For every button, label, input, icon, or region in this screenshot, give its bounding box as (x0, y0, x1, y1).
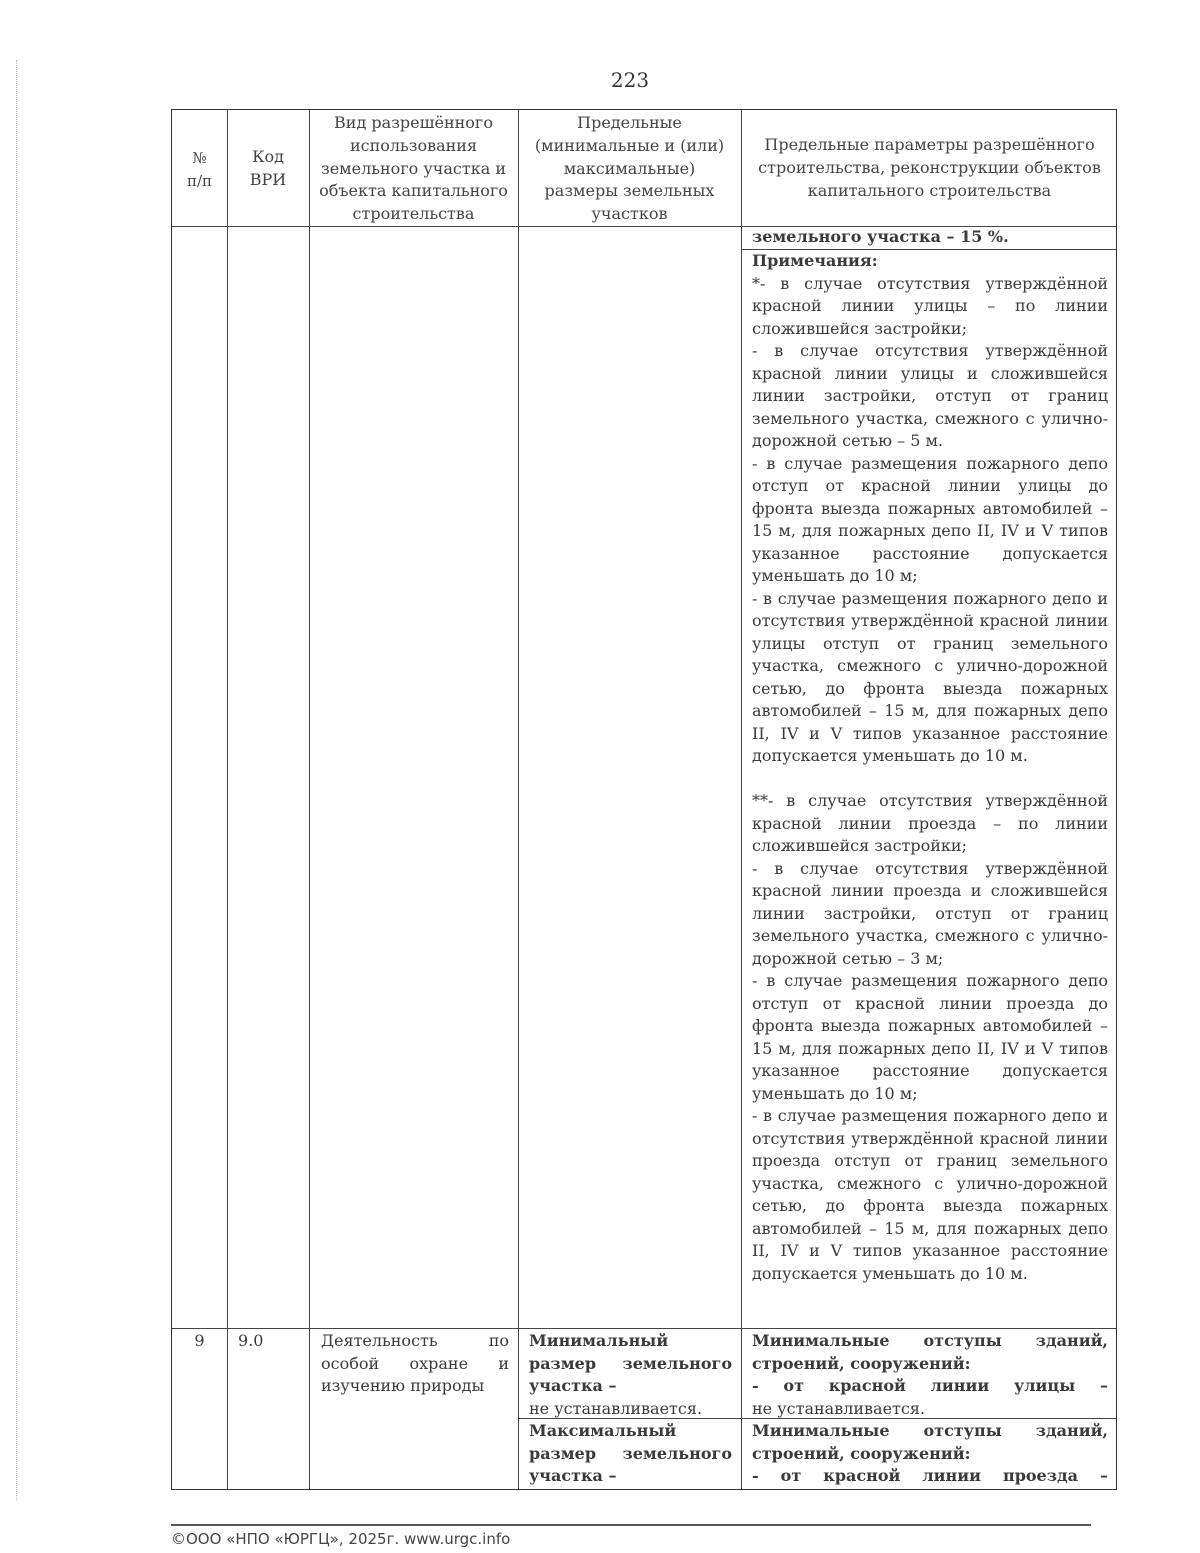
header-number: № п/п (186, 149, 213, 190)
setback-passage-cell (752, 1420, 1108, 1488)
col-divider (741, 110, 742, 1489)
footer-divider (171, 1524, 1091, 1526)
setback-title: Минимальные отступы зданий, строений, сооружений: (752, 1331, 1108, 1373)
header-plot-sizes: Предельные (минимальные и (или) максимальные) размеры земельных участков (534, 113, 725, 224)
footer-text: ©ООО «НПО «ЮРГЦ», 2025г. www.urgc.info (171, 1530, 511, 1548)
setback-street-cell (752, 1330, 1108, 1420)
row-divider (172, 1328, 1116, 1329)
setback-title: Минимальные отступы зданий, строений, сооружений: (752, 1421, 1108, 1463)
notes-block (752, 250, 1108, 1285)
note-item: - в случае отсутствия утверждённой красной линии улицы и сложившейся линии застройки, отступ от границ земельного участка, смежного с улично-дорожной сетью – 5 м. (752, 341, 1108, 450)
note-item: *- в случае отсутствия утверждённой красной линии улицы – по линии сложившейся застройки; (752, 273, 1108, 338)
setback-passage-line: - от красной линии проезда – (752, 1466, 1108, 1485)
header-build-params: Предельные параметры разрешённого строительства, реконструкции объектов капитального строительства (758, 135, 1101, 200)
scan-edge (16, 60, 17, 1500)
min-size-value: не устанавливается. (529, 1398, 703, 1418)
parameters-table (171, 109, 1117, 1490)
note-item: - в случае размещения пожарного депо и отсутствия утверждённой красной линии проезда отступ от границ земельного участка, смежного с улично-дорожной сетью, до фронта выезда пожарных автомобилей – 15 м, для пожарных депо II, IV и V типов указанное расстояние допускается уменьшать до 10 м. (752, 1106, 1108, 1283)
max-size-title: Максимальный размер земельного участка – (529, 1421, 732, 1485)
row-use-type: Деятельность по особой охране и изучению природы (321, 1331, 509, 1395)
note-item: - в случае отсутствия утверждённой красной линии проезда и сложившейся линии застройки, отступ от границ земельного участка, смежного с улично-дорожной сетью – 3 м; (752, 858, 1108, 968)
header-use-type: Вид разрешённого использования земельного участка и объекта капитального строительства (319, 113, 508, 224)
col-divider (309, 110, 310, 1489)
continued-text: земельного участка – 15 %. (752, 227, 1009, 246)
setback-street-value: не устанавливается. (752, 1398, 926, 1418)
note-item: **- в случае отсутствия утверждённой красной линии проезда – по линии сложившейся застройки; (752, 791, 1108, 855)
min-size-cell (529, 1330, 732, 1420)
note-item: - в случае размещения пожарного депо и отсутствия утверждённой красной линии улицы отступ от границ земельного участка, смежного с улично-дорожной сетью, до фронта выезда пожарных автомобилей – 15 м, для пожарных депо II, IV и V типов указанное расстояние допускается уменьшать до 10 м. (752, 588, 1108, 765)
col-divider (518, 110, 519, 1489)
row-number: 9 (194, 1331, 205, 1350)
note-item: - в случае размещения пожарного депо отступ от красной линии улицы до фронта выезда пожарных автомобилей – 15 м, для пожарных депо II, IV и V типов указанное расстояние допускается уменьшать до 10 м; (752, 453, 1108, 585)
header-code: Код ВРИ (249, 147, 287, 189)
note-item: - в случае размещения пожарного депо отступ от красной линии проезда до фронта выезда пожарных автомобилей – 15 м, для пожарных депо II, IV и V типов указанное расстояние допускается уменьшать до 10 м; (752, 971, 1108, 1103)
col-divider (227, 110, 228, 1489)
notes-title: Примечания: (752, 251, 878, 270)
page-number: 223 (610, 68, 650, 92)
max-size-cell (529, 1420, 732, 1488)
row-code: 9.0 (238, 1331, 264, 1350)
setback-street-line: - от красной линии улицы – (752, 1376, 1108, 1395)
min-size-title: Минимальный размер земельного участка – (529, 1331, 732, 1395)
